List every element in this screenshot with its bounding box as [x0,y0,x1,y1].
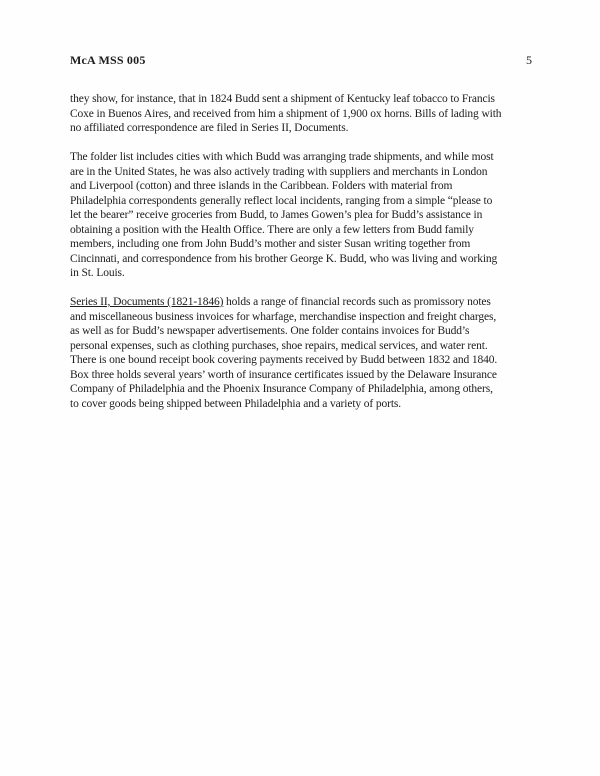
text-line [70,237,534,252]
text-line [70,368,534,383]
text-segment: obtaining a position with the Health Office. There are only a few letters from Budd family [70,223,474,236]
text-line [70,223,534,238]
text-segment: There is one bound receipt book covering payments received by Budd between 1832 and 1840. [70,354,498,366]
text-line [70,310,534,325]
text-line [70,382,534,397]
text-line [70,194,534,209]
text-line [70,208,534,223]
page-number: 5 [526,53,532,67]
text-segment: Philadelphia correspondents generally reflect local incidents, ranging from a simple “please to [70,194,493,207]
text-segment: Box three holds several years’ worth of insurance certificates issued by the Delaware Insurance [70,368,497,381]
text-line [70,353,534,368]
text-line [70,266,534,281]
text-line [70,339,534,354]
text-line [70,121,534,136]
paragraph [70,295,534,411]
text-segment: and Liverpool (cotton) and three islands in the Caribbean. Folders with material from [70,180,453,192]
collection-id: McA MSS 005 [70,53,146,67]
text-segment: are in the United States, he was also actively trading with suppliers and merchants in London [70,165,488,178]
text-segment: no affiliated correspondence are filed in Series II, Documents. [70,122,349,134]
text-line [70,295,534,310]
text-segment: holds a range of financial records such as promissory notes [223,296,491,308]
text-line [70,150,534,165]
text-segment: and miscellaneous business invoices for wharfage, merchandise inspection and freight charges, [70,310,497,323]
text-line [70,92,534,107]
text-line [70,179,534,194]
series-title-underlined: Series II, Documents (1821-1846) [70,296,224,308]
paragraph [70,92,534,136]
text-line [70,252,534,267]
text-line [70,107,534,122]
text-line [70,165,534,180]
text-segment: to cover goods being shipped between Philadelphia and a variety of ports. [70,397,402,410]
text-segment: members, including one from John Budd’s mother and sister Susan writing together from [70,238,471,250]
text-segment: in St. Louis. [70,267,125,279]
text-line [70,324,534,339]
text-segment: let the bearer” receive groceries from Budd, to James Gowen’s plea for Budd’s assistance in [70,209,483,221]
page-header [70,53,532,68]
text-segment: they show, for instance, that in 1824 Budd sent a shipment of Kentucky leaf tobacco to Francis [70,93,495,105]
document-body [70,92,534,426]
text-segment: Coxe in Buenos Aires, and received from him a shipment of 1,900 ox horns. Bills of lading with [70,107,502,120]
text-segment: Company of Philadelphia and the Phoenix Insurance Company of Philadelphia, among others, [70,383,493,395]
text-segment: as well as for Budd’s newspaper advertisements. One folder contains invoices for Budd’s [70,325,470,337]
text-line [70,397,534,412]
paragraph [70,150,534,281]
text-segment: Cincinnati, and correspondence from his brother George K. Budd, who was living and working [70,252,498,265]
text-segment: personal expenses, such as clothing purchases, shoe repairs, medical services, and water rent. [70,339,488,352]
text-segment: The folder list includes cities with which Budd was arranging trade shipments, and while most [70,151,494,163]
